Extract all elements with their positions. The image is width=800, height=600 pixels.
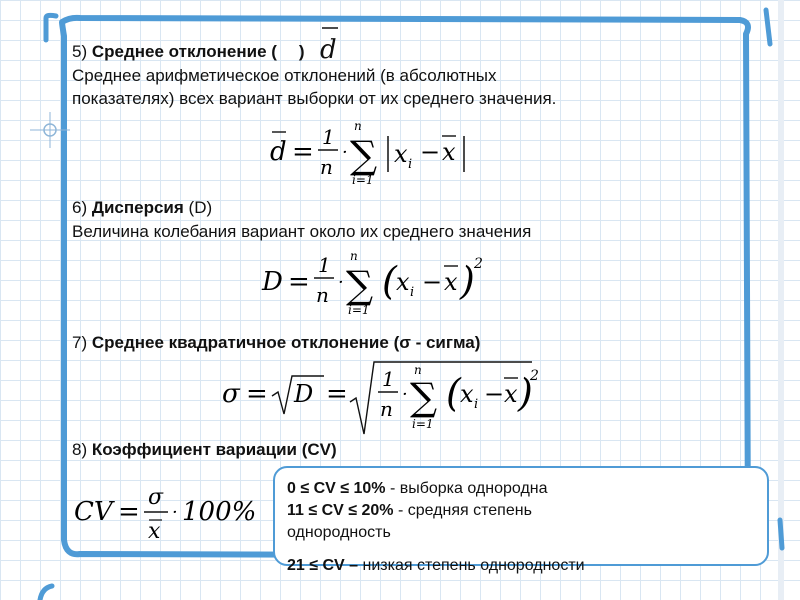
- svg-text:=: =: [118, 497, 140, 527]
- svg-text:∑: ∑: [350, 133, 378, 177]
- svg-text:1: 1: [322, 125, 335, 149]
- frame-corner-tl: [46, 15, 56, 40]
- svg-text:x: x: [444, 268, 458, 296]
- item-6-title: Дисперсия: [91, 198, 184, 217]
- svg-text:x: x: [148, 519, 161, 544]
- svg-text:n: n: [320, 155, 333, 179]
- svg-text:=: =: [292, 137, 314, 167]
- frame-corner-tr: [766, 10, 770, 44]
- svg-text:d: d: [270, 137, 287, 167]
- svg-text:·: ·: [402, 384, 408, 405]
- svg-text:2: 2: [530, 368, 539, 384]
- svg-text:d: d: [320, 35, 337, 64]
- note-line-4: 21 ≤ CV – низкая степень однородности: [287, 557, 585, 574]
- item-8-title: Коэффициент вариации: [91, 440, 297, 459]
- formula-std-deviation: [220, 356, 540, 436]
- svg-text:n: n: [354, 119, 362, 133]
- svg-text:−: −: [420, 138, 441, 166]
- item-5-title: Среднее отклонение (: [91, 42, 277, 61]
- svg-text:∑: ∑: [410, 375, 438, 419]
- svg-text:(: (: [446, 371, 461, 415]
- svg-text:i=1: i=1: [348, 303, 370, 317]
- svg-text:·: ·: [172, 502, 178, 523]
- svg-text:1: 1: [382, 367, 395, 391]
- svg-text:n: n: [316, 283, 329, 307]
- svg-text:−: −: [484, 380, 505, 408]
- svg-text:x: x: [394, 140, 408, 168]
- frame-corner-bl: [40, 586, 52, 600]
- svg-text:·: ·: [338, 272, 344, 293]
- svg-text:σ: σ: [222, 379, 240, 409]
- note-line-2: 11 ≤ CV ≤ 20% - средняя степень: [287, 502, 532, 519]
- d-bar-symbol: [312, 24, 352, 64]
- item-5-desc-1: Среднее арифметическое отклонений (в абсолютных: [72, 66, 497, 85]
- svg-text:D: D: [262, 267, 283, 297]
- formula-variance: [258, 248, 498, 320]
- svg-text:): ): [460, 259, 475, 303]
- svg-text:x: x: [442, 138, 456, 166]
- svg-text:·: ·: [342, 142, 348, 163]
- note-line-1: 0 ≤ CV ≤ 10% - выборка однородна: [287, 480, 548, 497]
- item-6-heading: 6) Дисперсия (D): [72, 198, 213, 217]
- svg-text:n: n: [350, 249, 358, 263]
- svg-text:D: D: [294, 380, 314, 408]
- svg-text:=: =: [288, 267, 310, 297]
- svg-text:i=1: i=1: [412, 417, 434, 431]
- svg-text:CV: CV: [74, 497, 113, 527]
- formula-mean-deviation: [262, 116, 492, 188]
- svg-text:=: =: [326, 379, 348, 409]
- svg-text:100%: 100%: [182, 497, 257, 527]
- note-line-3: однородность: [287, 524, 391, 541]
- svg-text:∑: ∑: [346, 263, 374, 307]
- svg-text:x: x: [396, 268, 410, 296]
- svg-text:−: −: [422, 268, 443, 296]
- svg-text:x: x: [504, 380, 518, 408]
- svg-text:1: 1: [318, 253, 331, 277]
- frame-corner-br: [780, 520, 782, 548]
- svg-text:i: i: [408, 157, 413, 172]
- item-7-heading: 7) Среднее квадратичное отклонение (σ - сигма): [72, 333, 481, 352]
- svg-text:n: n: [380, 397, 393, 421]
- svg-text:i: i: [410, 285, 415, 300]
- svg-text:i=1: i=1: [352, 173, 374, 187]
- item-5-desc-2: показателях) всех вариант выборки от их среднего значения.: [72, 89, 557, 108]
- formula-coefficient-variation: [72, 480, 272, 544]
- item-6-desc-1: Величина колебания вариант около их среднего значения: [72, 222, 532, 241]
- svg-text:n: n: [414, 363, 422, 377]
- svg-text:x: x: [460, 380, 474, 408]
- svg-text:i: i: [474, 397, 479, 412]
- item-8-heading: 8) Коэффициент вариации (CV): [72, 440, 337, 459]
- svg-text:2: 2: [474, 256, 483, 272]
- item-5-heading: 5) Среднее отклонение ( ): [72, 42, 305, 61]
- svg-text:σ: σ: [148, 485, 164, 510]
- svg-text:=: =: [246, 379, 268, 409]
- svg-text:): ): [518, 371, 533, 415]
- svg-text:(: (: [382, 259, 397, 303]
- item-7-title: Среднее квадратичное отклонение: [91, 333, 389, 352]
